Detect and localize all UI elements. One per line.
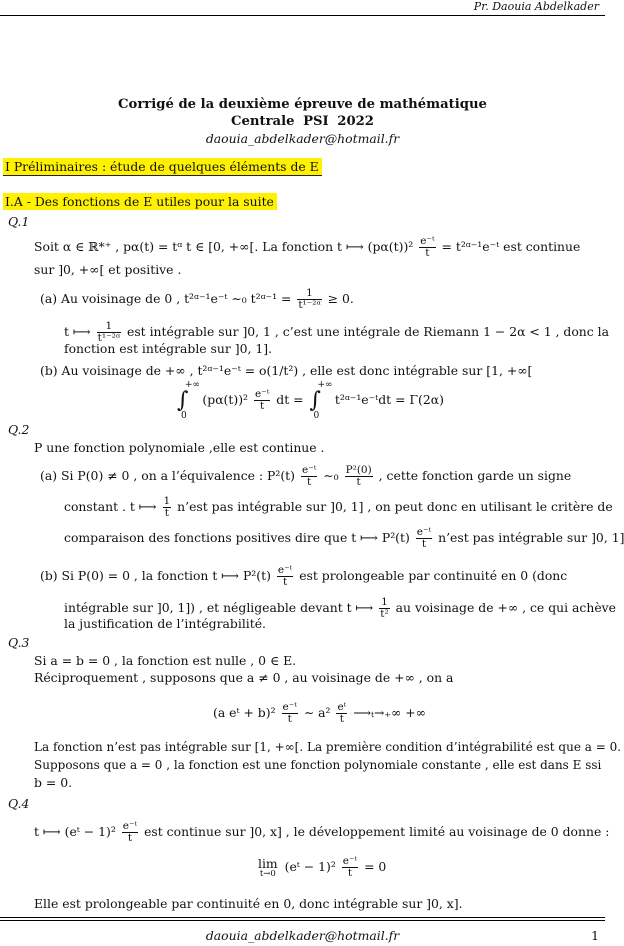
limit-word: lim	[258, 855, 278, 871]
q3-line-2: Réciproquement , supposons que a ≠ 0 , au voisinage de +∞ , on a	[34, 670, 454, 685]
page-header	[0, 0, 605, 14]
footer-rule	[0, 917, 605, 921]
fraction-den: t	[339, 713, 344, 725]
q3-line-5: b = 0.	[34, 775, 73, 790]
q4-text-b: est continue sur ]0, x] , le développement limité au voisinage de 0 donne :	[144, 824, 610, 839]
integral-upper: +∞	[185, 380, 201, 390]
q4-line-2: Elle est prolongeable par continuité en 0, donc intégrable sur ]0, x].	[34, 896, 463, 911]
q1-a2-text-b: est intégrable sur ]0, 1 , c’est une intégrale de Riemann 1 − 2α < 1 , donc la	[126, 324, 610, 339]
fraction-den: t	[307, 476, 312, 488]
q1-a-line-3: fonction est intégrable sur ]0, 1].	[64, 341, 273, 356]
fraction	[301, 465, 317, 488]
q1-b2-text-c: t²ᵅ⁻¹e⁻ᵗdt = Γ(2α)	[334, 392, 444, 407]
fraction-num: e⁻ᵗ	[301, 464, 317, 476]
fraction-den: t²	[380, 608, 389, 620]
integral-lower: 0	[313, 411, 320, 421]
doc-title: Corrigé de la deuxième épreuve de mathématique	[118, 97, 487, 112]
q3-eq-text-a: (a eᵗ + b)²	[213, 705, 276, 720]
fraction-num: e⁻ᵗ	[416, 526, 432, 538]
limit-subscript: t→0	[259, 868, 276, 879]
fraction-num: 1	[163, 495, 171, 507]
q3-line-3: La fonction n’est pas intégrable sur [1, +∞[. La première condition d’intégrabilité est que a = 0.	[34, 740, 622, 754]
question-label-q4: Q.4	[8, 796, 30, 811]
fraction	[416, 527, 432, 550]
q2-b2-text-b: au voisinage de +∞ , ce qui achève	[395, 600, 616, 615]
q2-a3-text-a: comparaison des fonctions positives dire que t ⟼ P²(t)	[64, 530, 410, 545]
q1-a-line-1	[40, 288, 354, 311]
integral-sign: ∫ +∞ 0	[177, 380, 201, 421]
fraction-den: t	[347, 867, 353, 879]
fraction	[122, 821, 138, 844]
fraction	[254, 389, 270, 412]
q2-a-line-3	[64, 527, 624, 550]
q2-a1-text-c: , cette fonction garde un signe	[378, 468, 572, 483]
q1-line-1	[34, 236, 580, 259]
title-block	[0, 96, 605, 147]
q2-a2-text-a: constant . t ⟼	[64, 499, 157, 514]
fraction	[379, 597, 389, 620]
q1-b2-text-b: dt =	[276, 392, 304, 407]
q1-text-b: = t²ᵅ⁻¹e⁻ᵗ est continue	[441, 239, 581, 254]
question-label-q1: Q.1	[8, 214, 30, 229]
q4-line-1	[34, 821, 609, 844]
q2-b-line-3: la justification de l’intégrabilité.	[64, 616, 266, 631]
q1-a-text: (a) Au voisinage de 0 , t²ᵅ⁻¹e⁻ᵗ ∼₀ t²ᵅ⁻¹ =	[40, 291, 292, 306]
integral-sign: ∫ +∞ 0	[309, 380, 333, 421]
doc-email: daouia_abdelkader@hotmail.fr	[205, 131, 400, 146]
q1-b-line-1: (b) Au voisinage de +∞ , t²ᵅ⁻¹e⁻ᵗ = o(1/t²) , elle est donc intégrable sur [1, +∞[	[40, 363, 533, 378]
q1-b2-text-a: (pα(t))²	[202, 392, 249, 407]
fraction-num: e⁻ᵗ	[122, 820, 138, 832]
q4-limit-equation	[258, 856, 386, 879]
fraction	[163, 496, 172, 519]
q2-b1-text-a: (b) Si P(0) = 0 , la fonction t ⟼ P²(t)	[40, 568, 271, 583]
fraction-den: t¹⁻²ᵅ	[298, 299, 321, 311]
q2-a-line-2	[64, 496, 613, 519]
q4-text-a: t ⟼ (eᵗ − 1)²	[34, 824, 116, 839]
fraction-num: e⁻ᵗ	[254, 388, 270, 400]
fraction-den: t	[282, 576, 288, 588]
fraction	[345, 465, 373, 488]
q2-a2-text-b: n’est pas intégrable sur ]0, 1] , on peut donc en utilisant le critère de	[177, 499, 613, 514]
fraction	[297, 288, 321, 311]
fraction-den: t	[164, 507, 169, 519]
fraction-den: t¹⁻²ᵅ	[97, 332, 121, 344]
q1-text-a: Soit α ∈ ℝ*⁺ , pα(t) = tᵅ t ∈ [0, +∞[. La fonction t ⟼ (pα(t))²	[34, 239, 414, 254]
fraction-den: t	[421, 538, 427, 550]
q2-b-line-1	[40, 565, 567, 588]
fraction-num: e⁻ᵗ	[282, 701, 297, 713]
fraction-den: t	[260, 400, 265, 412]
fraction-num: eᵗ	[337, 701, 347, 713]
q2-a1-text-a: (a) Si P(0) ≠ 0 , on a l’équivalence : P²(t)	[40, 468, 295, 483]
fraction-num: e⁻ᵗ	[342, 855, 358, 867]
fraction-num: e⁻ᵗ	[420, 235, 435, 247]
page-number: 1	[591, 928, 599, 943]
fraction-num: P²(0)	[345, 464, 372, 476]
q3-equation	[213, 702, 426, 725]
header-author: Pr. Daouia Abdelkader	[473, 0, 599, 13]
q1-line-2: sur ]0, +∞[ et positive .	[34, 262, 182, 277]
fraction-num: e⁻ᵗ	[277, 564, 293, 576]
fraction	[282, 702, 298, 725]
q3-line-4: Supposons que a = 0 , la fonction est une fonction polynomiale constante , elle est dans E ssi	[34, 758, 602, 772]
integral-upper: +∞	[317, 380, 333, 390]
q2-a-line-1	[40, 465, 571, 488]
q2-a1-text-b: ∼₀	[323, 468, 339, 483]
fraction	[336, 702, 347, 725]
fraction-num: 1	[97, 321, 121, 333]
q4-eq-text-a: (eᵗ − 1)²	[284, 859, 336, 874]
subsection-heading: I.A - Des fonctions de E utiles pour la suite	[3, 193, 277, 210]
fraction-den: t	[356, 476, 361, 488]
q2-a3-text-b: n’est pas intégrable sur ]0, 1]	[438, 530, 624, 545]
question-label-q2: Q.2	[8, 422, 30, 437]
doc-subtitle: Centrale PSI 2022	[231, 114, 374, 129]
fraction-den: t	[425, 247, 430, 259]
section-heading: I Préliminaires : étude de quelques éléments de E	[3, 158, 322, 176]
fraction	[277, 565, 293, 588]
q2-b1-text-b: est prolongeable par continuité en 0 (donc	[299, 568, 568, 583]
q3-eq-text-b: ∼ a²	[303, 705, 331, 720]
q2-b2-text-a: intégrable sur ]0, 1]) , et négligeable devant t ⟼	[64, 600, 374, 615]
q1-a-text-b: ≥ 0.	[327, 291, 354, 306]
q1-b-integral-eq	[175, 380, 444, 421]
header-rule	[0, 15, 605, 16]
q4-eq-text-b: = 0	[364, 859, 387, 874]
fraction-den: t	[127, 832, 133, 844]
fraction	[342, 856, 358, 879]
q1-a2-text-a: t ⟼	[64, 324, 91, 339]
fraction	[419, 236, 435, 259]
q3-eq-text-c: ⟶ₜ→₊∞ +∞	[353, 705, 426, 720]
fraction-num: 1	[297, 288, 321, 300]
q3-line-1: Si a = b = 0 , la fonction est nulle , 0 ∈ E.	[34, 653, 297, 668]
integral-lower: 0	[181, 411, 187, 421]
fraction-num: 1	[381, 596, 388, 608]
fraction-den: t	[287, 713, 292, 725]
q2-intro: P une fonction polynomiale ,elle est continue .	[34, 440, 325, 455]
limit-operator	[258, 857, 278, 879]
question-label-q3: Q.3	[8, 635, 30, 650]
footer-email: daouia_abdelkader@hotmail.fr	[205, 928, 400, 943]
